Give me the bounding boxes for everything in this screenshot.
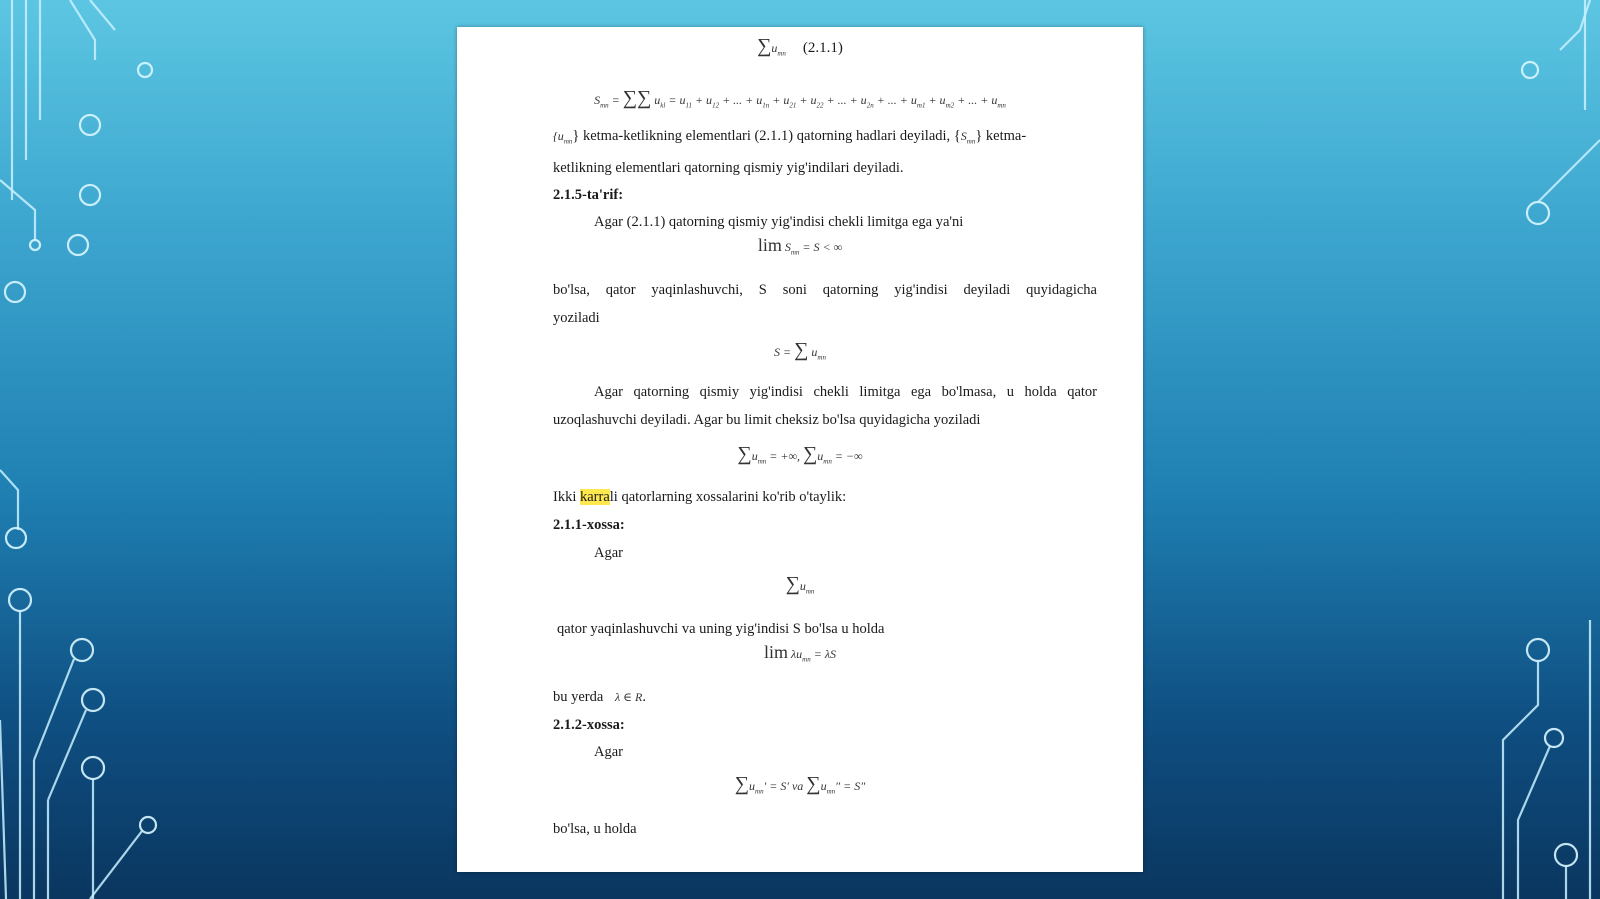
document-page	[457, 27, 1143, 872]
equation-2-1-1: $\sum u_{mn}$ (2.1.1)	[757, 35, 843, 58]
final-text: bo'lsa, u holda	[553, 821, 637, 837]
equation-property1-limit: $\lim \lambda u_{mn} = \lambda S$	[763, 642, 837, 664]
property1-text: qator yaqinlashuvchi va uning yig'indisi S bo'lsa u holda	[557, 621, 885, 637]
property1-agar: Agar	[594, 545, 623, 561]
definition-text: Agar (2.1.1) qatorning qismiy yig'indisi chekli limitga ega ya'ni	[594, 214, 964, 230]
property1-heading: 2.1.1-xossa:	[553, 517, 625, 533]
paragraph-double-series-intro: Ikki karrali qatorlarning xossalarini ko'rib o'taylik:	[553, 489, 847, 505]
paragraph-divergent-line1: Agar qatorning qismiy yig'indisi chekli limitga ega bo'lmasa, u holda qator	[594, 384, 1097, 400]
equation-infinite-sums: $\sum u_{mn}$ = +∞, $\sum u_{mn}$ = −∞	[737, 443, 863, 466]
equation-sum-s: S = ∑ $u_{mn}$	[774, 339, 826, 362]
paragraph-elements-line1: $\{u_{mn}\}$ ketma-ketlikning elementlari (2.1.1) qatorning hadlari deyiladi, $\{S_{mn}\}$ ketma-	[553, 128, 1027, 146]
property2-heading: 2.1.2-xossa:	[553, 717, 625, 733]
paragraph-convergent-line1: bo'lsa, qator yaqinlashuvchi, S soni qatorning yig'indisi deyiladi quyidagicha	[553, 282, 1097, 298]
paragraph-convergent-line2: yoziladi	[553, 310, 600, 326]
equation-partial-sum: $S_{mn}$ = ∑∑ $u_{kl} = u_{11} + u_{12}$ + ... + $u_{1n} + u_{21} + u_{22}$ + ... + $u_{2n}$ + ... + $u_{m1} + u_{m2}$ + ... + $u_{mn}$	[594, 87, 1006, 110]
circuit-decoration-left	[0, 0, 170, 899]
equation-property2-sums: $\sum u_{mn}' = S'$ va $\sum u_{mn}'' = S''$	[734, 773, 866, 796]
equation-number: (2.1.1)	[802, 40, 843, 56]
highlighted-word: karra	[579, 489, 610, 505]
circuit-decoration-right	[1430, 0, 1600, 899]
paragraph-divergent-line2: uzoqlashuvchi deyiladi. Agar bu limit cheksiz bo'lsa quyidagicha yoziladi	[553, 412, 981, 428]
equation-property1-sum: $\sum u_{mn}$	[785, 573, 815, 596]
property1-where: bu yerda λ ∈ R.	[553, 689, 646, 705]
equation-limit: $\lim S_{mn} = S$ < ∞	[757, 235, 843, 257]
property2-agar: Agar	[594, 744, 623, 760]
definition-heading: 2.1.5-ta'rif:	[553, 187, 624, 203]
paragraph-elements-line2: ketlikning elementlari qatorning qismiy yig'indilari deyiladi.	[553, 160, 904, 176]
